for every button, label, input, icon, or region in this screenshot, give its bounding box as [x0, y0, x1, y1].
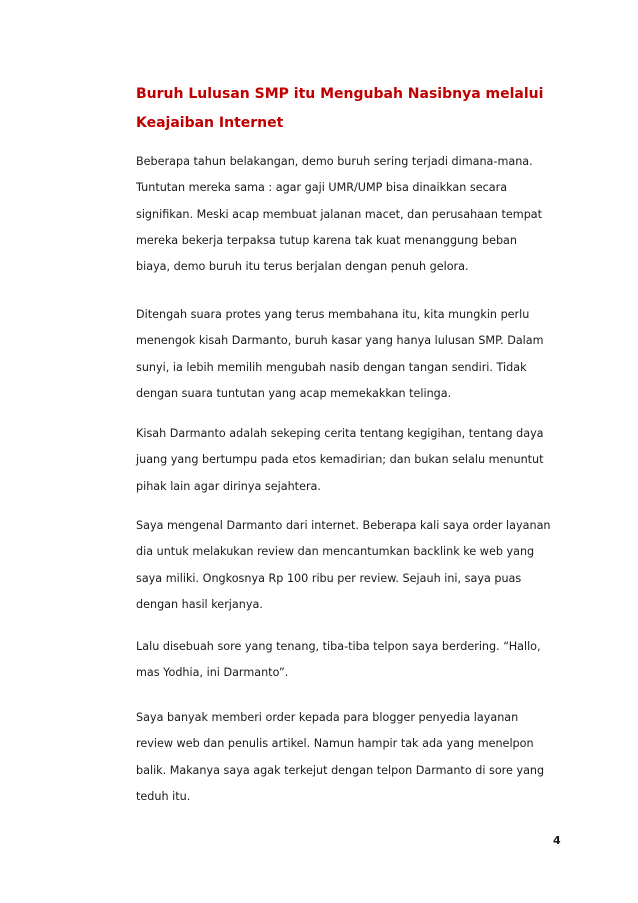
paragraph-1: [136, 149, 543, 280]
title-line: Keajaiban Internet: [136, 115, 284, 131]
text-line: review web dan penulis artikel. Namun hampir tak ada yang menelpon: [136, 737, 534, 751]
article-title: [136, 80, 544, 138]
text-line: dia untuk melakukan review dan mencantumkan backlink ke web yang: [136, 545, 535, 559]
text-line: teduh itu.: [136, 789, 191, 803]
paragraph-6: [136, 705, 545, 810]
text-line: Saya mengenal Darmanto dari internet. Beberapa kali saya order layanan: [136, 519, 551, 532]
text-line: mas Yodhia, ini Darmanto”.: [136, 666, 289, 680]
text-line: saya miliki. Ongkosnya Rp 100 ribu per review. Sejauh ini, saya puas: [136, 571, 522, 585]
paragraph-5: [136, 634, 541, 687]
text-line: pihak lain agar dirinya sejahtera.: [136, 479, 321, 493]
text-line: mereka bekerja terpaksa tutup karena tak kuat menanggung beban: [136, 233, 518, 247]
text-line: dengan hasil kerjanya.: [136, 597, 263, 611]
text-line: menengok kisah Darmanto, buruh kasar yang hanya lulusan SMP. Dalam: [136, 334, 544, 348]
text-line: Kisah Darmanto adalah sekeping cerita tentang kegigihan, tentang daya: [136, 427, 544, 440]
text-line: Tuntutan mereka sama : agar gaji UMR/UMP bisa dinaikkan secara: [136, 181, 508, 195]
paragraph-4: [136, 513, 551, 618]
text-line: Saya banyak memberi order kepada para blogger penyedia layanan: [136, 711, 519, 724]
text-line: Beberapa tahun belakangan, demo buruh sering terjadi dimana-mana.: [136, 155, 533, 168]
paragraph-2: [136, 302, 544, 407]
text-line: Lalu disebuah sore yang tenang, tiba-tiba telpon saya berdering. “Hallo,: [136, 640, 541, 653]
text-line: sunyi, ia lebih memilih mengubah nasib dengan tangan sendiri. Tidak: [136, 360, 527, 374]
paragraph-3: [136, 421, 544, 500]
title-line: Buruh Lulusan SMP itu Mengubah Nasibnya melalui: [136, 86, 544, 102]
text-line: Ditengah suara protes yang terus membahana itu, kita mungkin perlu: [136, 308, 530, 321]
text-line: signifikan. Meski acap membuat jalanan macet, dan perusahaan tempat: [136, 207, 543, 221]
text-line: biaya, demo buruh itu terus berjalan dengan penuh gelora.: [136, 260, 469, 274]
page-number: 4: [553, 834, 561, 847]
text-line: juang yang bertumpu pada etos kemadirian; dan bukan selalu menuntut: [136, 453, 544, 467]
text-line: dengan suara tuntutan yang acap memekakkan telinga.: [136, 386, 452, 400]
text-line: balik. Makanya saya agak terkejut dengan telpon Darmanto di sore yang: [136, 763, 545, 777]
